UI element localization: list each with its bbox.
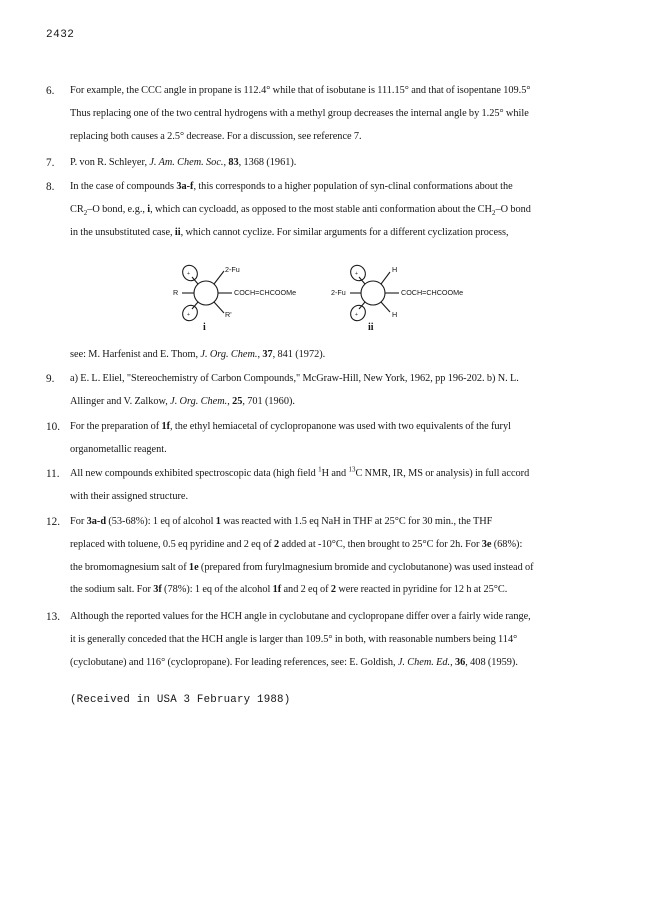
note-line bbox=[70, 416, 636, 439]
text-run: the sodium salt. For bbox=[70, 584, 154, 596]
note-text bbox=[70, 511, 636, 602]
text-run: , which cannot cyclize. For similar arguments for a different cyclization process, bbox=[180, 226, 509, 238]
citation-author: P. von R. Schleyer, bbox=[70, 157, 150, 168]
note-line bbox=[70, 579, 636, 602]
text-run: (53-68%): 1 eq of alcohol bbox=[106, 516, 216, 527]
citation-author: (cyclobutane) and 116° (cyclopropane). For leading references, see: E. Goldish, bbox=[70, 656, 398, 668]
newman-projection-figure bbox=[170, 255, 530, 339]
note-line: it is generally conceded that the HCH angle is larger than 109.5° in both, with reasonable numbers being 114° bbox=[70, 633, 518, 645]
note-number: 7. bbox=[46, 157, 55, 169]
note-line bbox=[70, 391, 636, 414]
citation-pages: , 841 (1972). bbox=[272, 349, 326, 360]
compound-ref: 2 bbox=[330, 584, 337, 596]
citation-author: Allinger and V. Zalkow, bbox=[70, 395, 171, 407]
text-run: replaced with toluene, 0.5 eq pyridine and 2 eq of bbox=[70, 538, 275, 550]
citation-volume: 83 bbox=[228, 157, 239, 168]
text-run: , this corresponds to a higher population of syn-clinal conformations about the bbox=[193, 181, 513, 192]
compound-ref: ii bbox=[174, 226, 181, 238]
citation-pages: , 408 (1959). bbox=[465, 656, 518, 668]
substituent-label: COCH=CHCOOMe bbox=[234, 288, 297, 297]
text-run: the bromomagnesium salt of bbox=[70, 561, 189, 573]
subscript: 2 bbox=[83, 208, 88, 217]
orbital-sign: + bbox=[355, 312, 358, 318]
text-run: , which can cycloadd, as opposed to the most stable anti conformation about the CH bbox=[150, 203, 492, 215]
compound-ref: 1 bbox=[215, 516, 221, 527]
text-run: (78%): 1 eq of the alcohol bbox=[161, 584, 273, 596]
text-run: All new compounds exhibited spectroscopic data (high field bbox=[70, 468, 319, 479]
note-line: For example, the CCC angle in propane is 112.4° while that of isobutane is 111.15° and that of isopentane 109.5° bbox=[70, 85, 531, 96]
newman-projections-drawing bbox=[170, 255, 530, 339]
citation-author: see: M. Harfenist and E. Thom, bbox=[70, 349, 201, 360]
note-number: 6. bbox=[46, 85, 55, 97]
received-date: (Received in USA 3 February 1988) bbox=[70, 694, 291, 706]
citation-journal: J. Org. Chem. bbox=[170, 395, 228, 407]
note-line bbox=[70, 511, 636, 534]
note-line: organometallic reagent. bbox=[70, 443, 167, 455]
text-run: –O bond bbox=[495, 203, 531, 215]
note-text bbox=[70, 80, 636, 148]
substituent-label: COCH=CHCOOMe bbox=[401, 288, 464, 297]
compound-ref: 1f bbox=[161, 421, 171, 432]
compound-ref: 3f bbox=[153, 584, 162, 596]
text-run: For the preparation of bbox=[70, 421, 162, 432]
citation-pages: , 1368 (1961). bbox=[238, 157, 297, 168]
note-line bbox=[70, 222, 636, 245]
orbital-sign: + bbox=[355, 271, 358, 277]
compound-ref: 3a-f bbox=[176, 181, 194, 192]
note-text bbox=[70, 152, 636, 175]
punctuation: , bbox=[257, 349, 263, 360]
superscript: 13 bbox=[348, 465, 356, 474]
note-line: Thus replacing one of the two central hydrogens with a methyl group decreases the internal angle by 1.25° while bbox=[70, 107, 529, 119]
note-text bbox=[70, 416, 636, 462]
citation-volume: 25 bbox=[232, 395, 243, 407]
punctuation: , bbox=[227, 395, 233, 407]
text-run: CR bbox=[70, 203, 84, 215]
note-number: 10. bbox=[46, 421, 60, 433]
text-run: (68%): bbox=[491, 538, 523, 550]
note-number: 9. bbox=[46, 373, 55, 385]
text-run: (prepared from furylmagnesium bromide and cyclobutanone) was used instead of bbox=[198, 561, 534, 573]
note-line bbox=[70, 176, 636, 199]
text-run: was reacted with 1.5 eq NaH in THF at 25°C for 30 min., the THF bbox=[220, 516, 493, 527]
note-line: with their assigned structure. bbox=[70, 490, 189, 502]
note-number: 8. bbox=[46, 181, 55, 193]
text-run: in the unsubstituted case, bbox=[70, 226, 175, 238]
note-text bbox=[70, 463, 636, 509]
citation-pages: , 701 (1960). bbox=[242, 395, 295, 407]
note-line bbox=[70, 344, 636, 367]
structure-label-ii: ii bbox=[368, 322, 374, 333]
compound-ref: 3a-d bbox=[86, 516, 107, 527]
note-line: Although the reported values for the HCH angle in cyclobutane and cyclopropane differ over a fairly wide range, bbox=[70, 611, 531, 622]
compound-ref: 3e bbox=[481, 538, 492, 550]
text-run: were reacted in pyridine for 12 h at 25°C. bbox=[336, 584, 508, 596]
note-number: 13. bbox=[46, 611, 60, 623]
note-line: replacing both causes a 2.5° decrease. For a discussion, see reference 7. bbox=[70, 130, 362, 142]
note-line bbox=[70, 557, 636, 580]
subscript: 2 bbox=[491, 208, 496, 217]
compound-ref: i bbox=[147, 203, 151, 215]
structure-label-i: i bbox=[203, 322, 206, 333]
note-line bbox=[70, 152, 636, 175]
citation-journal: J. Org. Chem. bbox=[200, 349, 258, 360]
note-number: 12. bbox=[46, 516, 60, 528]
substituent-label: H bbox=[392, 265, 398, 274]
text-run: H and bbox=[321, 468, 349, 479]
citation-volume: 37 bbox=[262, 349, 273, 360]
citation-journal: J. Am. Chem. Soc. bbox=[149, 157, 224, 168]
note-text bbox=[70, 344, 636, 367]
note-text bbox=[70, 368, 636, 414]
orbital-sign: + bbox=[187, 312, 190, 318]
note-line bbox=[70, 652, 636, 675]
text-run: For bbox=[70, 516, 87, 527]
compound-ref: 1e bbox=[188, 561, 199, 573]
text-run: and 2 eq of bbox=[281, 584, 331, 596]
text-run: added at -10°C, then brought to 25°C for 2h. For bbox=[279, 538, 482, 550]
substituent-label: R' bbox=[225, 310, 232, 319]
note-number: 11. bbox=[46, 468, 60, 480]
compound-ref: 2 bbox=[274, 538, 280, 550]
note-line bbox=[70, 199, 636, 222]
substituent-label: R bbox=[173, 288, 179, 297]
citation-journal: J. Chem. Ed. bbox=[397, 656, 451, 668]
substituent-label: 2-Fu bbox=[331, 288, 346, 297]
note-text bbox=[70, 176, 636, 244]
text-run: –O bond, e.g., bbox=[87, 203, 148, 215]
text-run: In the case of compounds bbox=[70, 181, 177, 192]
text-run: C NMR, IR, MS or analysis) in full accord bbox=[355, 468, 530, 479]
page-number: 2432 bbox=[46, 29, 75, 41]
note-line bbox=[70, 463, 636, 486]
note-line bbox=[70, 534, 636, 557]
note-text bbox=[70, 606, 636, 674]
compound-ref: 1f bbox=[272, 584, 282, 596]
punctuation: , bbox=[450, 656, 455, 668]
orbital-sign: + bbox=[187, 271, 190, 277]
punctuation: , bbox=[223, 157, 229, 168]
note-line: a) E. L. Eliel, "Stereochemistry of Carbon Compounds," McGraw-Hill, New York, 1962, pp 196-202. b) N. L. bbox=[70, 373, 519, 384]
text-run: , the ethyl hemiacetal of cyclopropanone was used with two equivalents of the furyl bbox=[170, 421, 511, 432]
superscript: 1 bbox=[318, 465, 322, 474]
substituent-label: 2-Fu bbox=[225, 265, 240, 274]
citation-volume: 36 bbox=[455, 656, 466, 668]
substituent-label: H bbox=[392, 310, 398, 319]
